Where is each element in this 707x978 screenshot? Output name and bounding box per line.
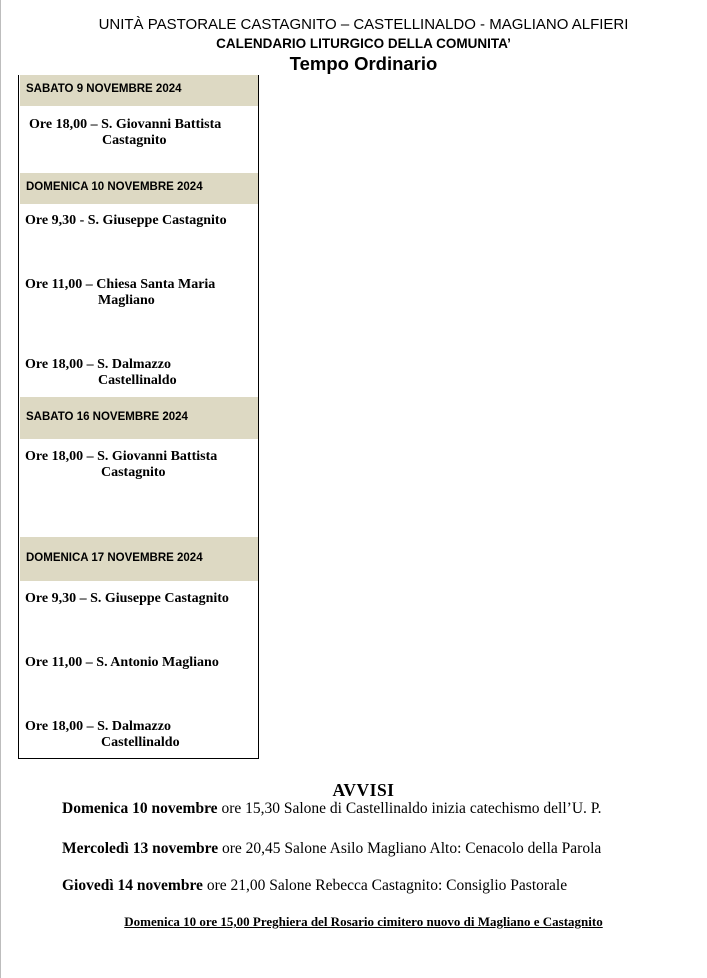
mass-entry — [29, 117, 221, 149]
mass-time-place: Ore 9,30 – S. Giuseppe Castagnito — [25, 591, 229, 606]
mass-entry — [25, 357, 177, 389]
mass-time-place: Ore 18,00 – S. Giovanni Battista — [29, 117, 222, 132]
day-header-domenica-17 — [20, 537, 258, 581]
rosary-announcement: Domenica 10 ore 15,00 Preghiera del Rosario cimitero nuovo di Magliano e Castagnito — [124, 914, 603, 929]
day-label: DOMENICA 17 NOVEMBRE 2024 — [26, 552, 203, 564]
day-header-domenica-10 — [20, 173, 258, 204]
mass-entry — [25, 449, 217, 481]
mass-entry — [25, 719, 180, 751]
mass-time-place: Ore 18,00 – S. Dalmazzo — [25, 357, 171, 372]
day-header-sabato-9 — [20, 75, 258, 106]
mass-location: Castellinaldo — [98, 373, 177, 388]
notice-text: ore 21,00 Salone Rebecca Castagnito: Consiglio Pastorale — [202, 877, 568, 894]
day-label: SABATO 16 NOVEMBRE 2024 — [26, 411, 188, 423]
mass-location: Magliano — [98, 293, 155, 308]
mass-time-place: Ore 18,00 – S. Giovanni Battista — [25, 449, 218, 464]
notice-item — [62, 800, 602, 818]
avvisi-heading: AVVISI — [332, 780, 395, 800]
day-label: SABATO 9 NOVEMBRE 2024 — [26, 83, 182, 95]
mass-location: Castagnito — [102, 133, 167, 148]
liturgical-season: Tempo Ordinario — [289, 53, 438, 74]
notice-text: ore 15,30 Salone di Castellinaldo inizia catechismo dell’U. P. — [217, 800, 602, 817]
notice-text: ore 20,45 Salone Asilo Magliano Alto: Cenacolo della Parola — [218, 840, 602, 857]
mass-time-place: Ore 11,00 – Chiesa Santa Maria — [25, 277, 216, 292]
parish-unit-title: UNITÀ PASTORALE CASTAGNITO – CASTELLINALDO - MAGLIANO ALFIERI — [98, 16, 629, 33]
mass-entry — [25, 591, 229, 607]
mass-location: Castagnito — [101, 465, 166, 480]
notice-date: Giovedì 14 novembre — [62, 877, 203, 894]
mass-time-place: Ore 11,00 – S. Antonio Magliano — [25, 655, 219, 670]
notice-item — [62, 840, 601, 858]
liturgical-calendar-table — [18, 75, 259, 759]
mass-entry — [25, 213, 227, 229]
day-header-sabato-16 — [20, 397, 258, 439]
mass-entry — [25, 655, 219, 671]
page-edge-rule — [0, 0, 1, 978]
mass-location: Castellinaldo — [101, 735, 180, 750]
notice-item — [62, 877, 567, 895]
calendar-title: CALENDARIO LITURGICO DELLA COMUNITA’ — [216, 36, 511, 51]
mass-time-place: Ore 18,00 – S. Dalmazzo — [25, 719, 171, 734]
notice-date: Domenica 10 novembre — [62, 800, 218, 817]
day-label: DOMENICA 10 NOVEMBRE 2024 — [26, 181, 203, 193]
mass-entry — [25, 277, 215, 309]
notice-date: Mercoledì 13 novembre — [62, 840, 219, 857]
mass-time-place: Ore 9,30 - S. Giuseppe Castagnito — [25, 213, 227, 228]
